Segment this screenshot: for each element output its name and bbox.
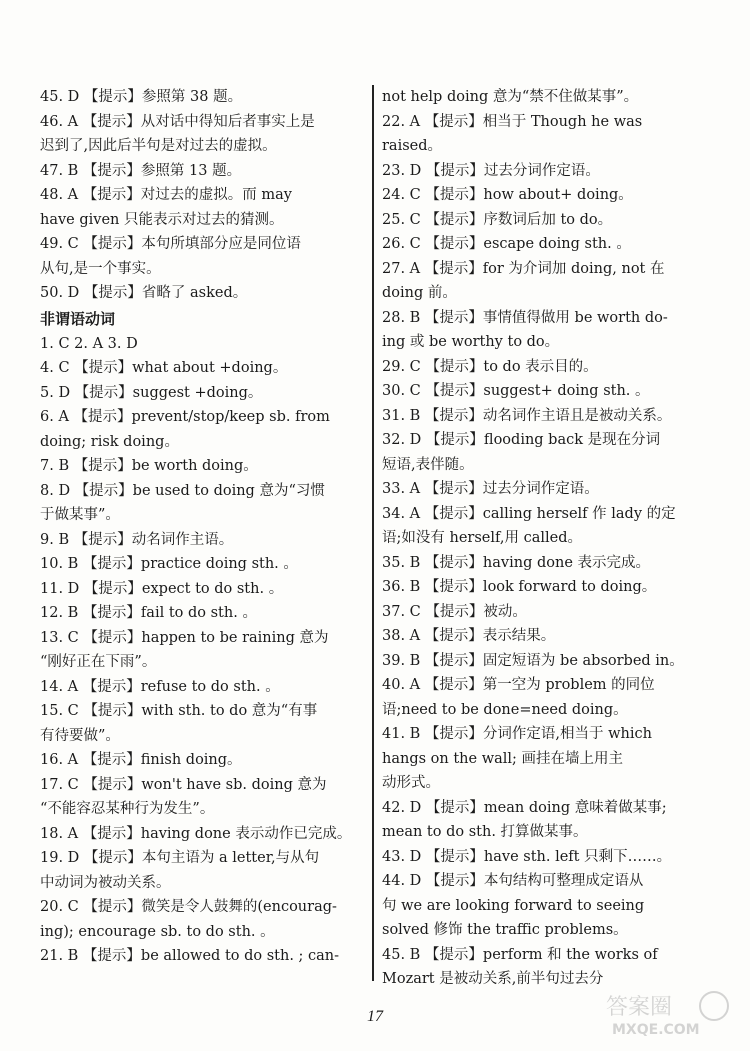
answer-item: 47. B 【提示】参照第 13 题。 [40,162,242,179]
answer-continuation: ing 或 be worthy to do。 [382,334,560,350]
answer-item: 38. A 【提示】表示结果。 [382,628,556,644]
answer-item: 26. C 【提示】escape doing sth. 。 [382,236,631,252]
answer-item: 33. A 【提示】过去分词作定语。 [382,481,599,497]
answer-item: 23. D 【提示】过去分词作定语。 [382,162,600,179]
answer-item: 42. D 【提示】mean doing 意味着做某事; [382,799,667,816]
answer-continuation: 语;如没有 herself,用 called。 [382,530,582,546]
answer-continuation: solved 修饰 the traffic problems。 [382,922,628,938]
answer-item: 49. C 【提示】本句所填部分应是同位语 [40,236,301,252]
answer-continuation: “不能容忍某种行为发生”。 [40,801,215,817]
watermark-line2: MXQE.COM [612,1022,700,1038]
answer-continuation: have given 只能表示对过去的猜测。 [40,211,284,228]
answer-continuation: 句 we are looking forward to seeing [382,897,645,914]
answer-item: 16. A 【提示】finish doing。 [40,752,242,768]
answer-item: 31. B 【提示】动名词作主语且是被动关系。 [382,407,672,424]
answer-item: 35. B 【提示】having done 表示完成。 [382,554,651,571]
answer-item: 12. B 【提示】fail to do sth. 。 [40,605,257,621]
answer-item: 19. D 【提示】本句主语为 a letter,与从句 [40,850,320,866]
answer-item: 34. A 【提示】calling herself 作 lady 的定 [382,505,676,522]
answer-continuation: raised。 [382,138,443,154]
page-number: 17 [367,1008,383,1025]
answer-continuation: hangs on the wall; 画挂在墙上用主 [382,750,624,767]
answer-continuation: Mozart 是被动关系,前半句过去分 [382,971,604,987]
answer-item: 45. D 【提示】参照第 38 题。 [40,89,243,105]
answer-item: 44. D 【提示】本句结构可整理成定语从 [382,873,644,889]
answer-continuation: mean to do sth. 打算做某事。 [382,824,588,840]
answer-continuation: 于做某事”。 [40,507,120,523]
answer-item: 9. B 【提示】动名词作主语。 [40,531,234,548]
answer-item: 7. B 【提示】be worth doing。 [40,458,258,474]
answer-item: 32. D 【提示】flooding back 是现在分词 [382,432,661,448]
answer-item: 45. B 【提示】perform 和 the works of [382,946,658,963]
answer-item: 28. B 【提示】事情值得做用 be worth do- [382,309,668,326]
answer-item: 10. B 【提示】practice doing sth. 。 [40,556,298,572]
answer-item: 15. C 【提示】with sth. to do 意为“有事 [40,703,318,719]
answer-item: 4. C 【提示】what about +doing。 [40,360,288,376]
answer-item: 25. C 【提示】序数词后加 to do。 [382,211,613,228]
answer-continuation: ing); encourage sb. to do sth. 。 [40,923,275,940]
answer-item: 20. C 【提示】微笑是令人鼓舞的(encourag- [40,899,337,915]
watermark-logo [602,988,732,1038]
answer-continuation: 中动词为被动关系。 [40,874,171,891]
answer-continuation: 短语,表伴随。 [382,456,474,473]
answer-item: 18. A 【提示】having done 表示动作已完成。 [40,825,352,842]
answer-item: 41. B 【提示】分词作定语,相当于 which [382,726,652,742]
answer-item: 29. C 【提示】to do 表示目的。 [382,358,598,375]
answer-item: 36. B 【提示】look forward to doing。 [382,579,657,595]
answer-item: 50. D 【提示】省略了 asked。 [40,285,248,301]
answer-continuation: doing 前。 [382,285,457,301]
answer-item: 8. D 【提示】be used to doing 意为“习惯 [40,482,325,499]
answer-item: 1. C 2. A 3. D [40,335,138,352]
answer-item: 14. A 【提示】refuse to do sth. 。 [40,678,280,695]
answer-item: 11. D 【提示】expect to do sth. 。 [40,580,284,597]
answer-continuation: 从句,是一个事实。 [40,260,161,277]
answer-continuation: 有待要做”。 [40,727,120,744]
answer-item: 43. D 【提示】have sth. left 只剩下……。 [382,848,672,865]
section-heading: 非谓语动词 [40,309,116,328]
answer-item: 30. C 【提示】suggest+ doing sth. 。 [382,383,650,399]
answer-item: 39. B 【提示】固定短语为 be absorbed in。 [382,652,684,669]
answer-item: 17. C 【提示】won't have sb. doing 意为 [40,776,327,793]
answer-continuation: 语;need to be done=need doing。 [382,701,628,718]
answer-item: 22. A 【提示】相当于 Though he was [382,113,643,130]
right-column [382,85,704,987]
answer-item: 24. C 【提示】how about+ doing。 [382,187,633,203]
answer-item: 6. A 【提示】prevent/stop/keep sb. from [40,409,330,425]
answer-continuation: “刚好正在下雨”。 [40,654,157,670]
answer-item: 5. D 【提示】suggest +doing。 [40,384,263,401]
answer-continuation: doing; risk doing。 [40,433,179,450]
answer-continuation: 动形式。 [382,775,440,791]
answer-item: 27. A 【提示】for 为介词加 doing, not 在 [382,260,665,277]
watermark-line1: 答案圈 [606,995,673,1020]
column-divider [372,85,374,981]
answer-continuation: 迟到了,因此后半句是对过去的虚拟。 [40,138,277,154]
answer-item: 21. B 【提示】be allowed to do sth. ; can- [40,948,340,964]
answer-item: 40. A 【提示】第一空为 problem 的同位 [382,677,655,693]
answer-item: 13. C 【提示】happen to be raining 意为 [40,629,329,646]
answer-item: 48. A 【提示】对过去的虚拟。而 may [40,187,292,203]
left-column [40,85,362,981]
answer-item: 46. A 【提示】从对话中得知后者事实上是 [40,113,315,130]
answer-item: 37. C 【提示】被动。 [382,603,527,620]
answer-continuation: not help doing 意为“禁不住做某事”。 [382,89,639,105]
